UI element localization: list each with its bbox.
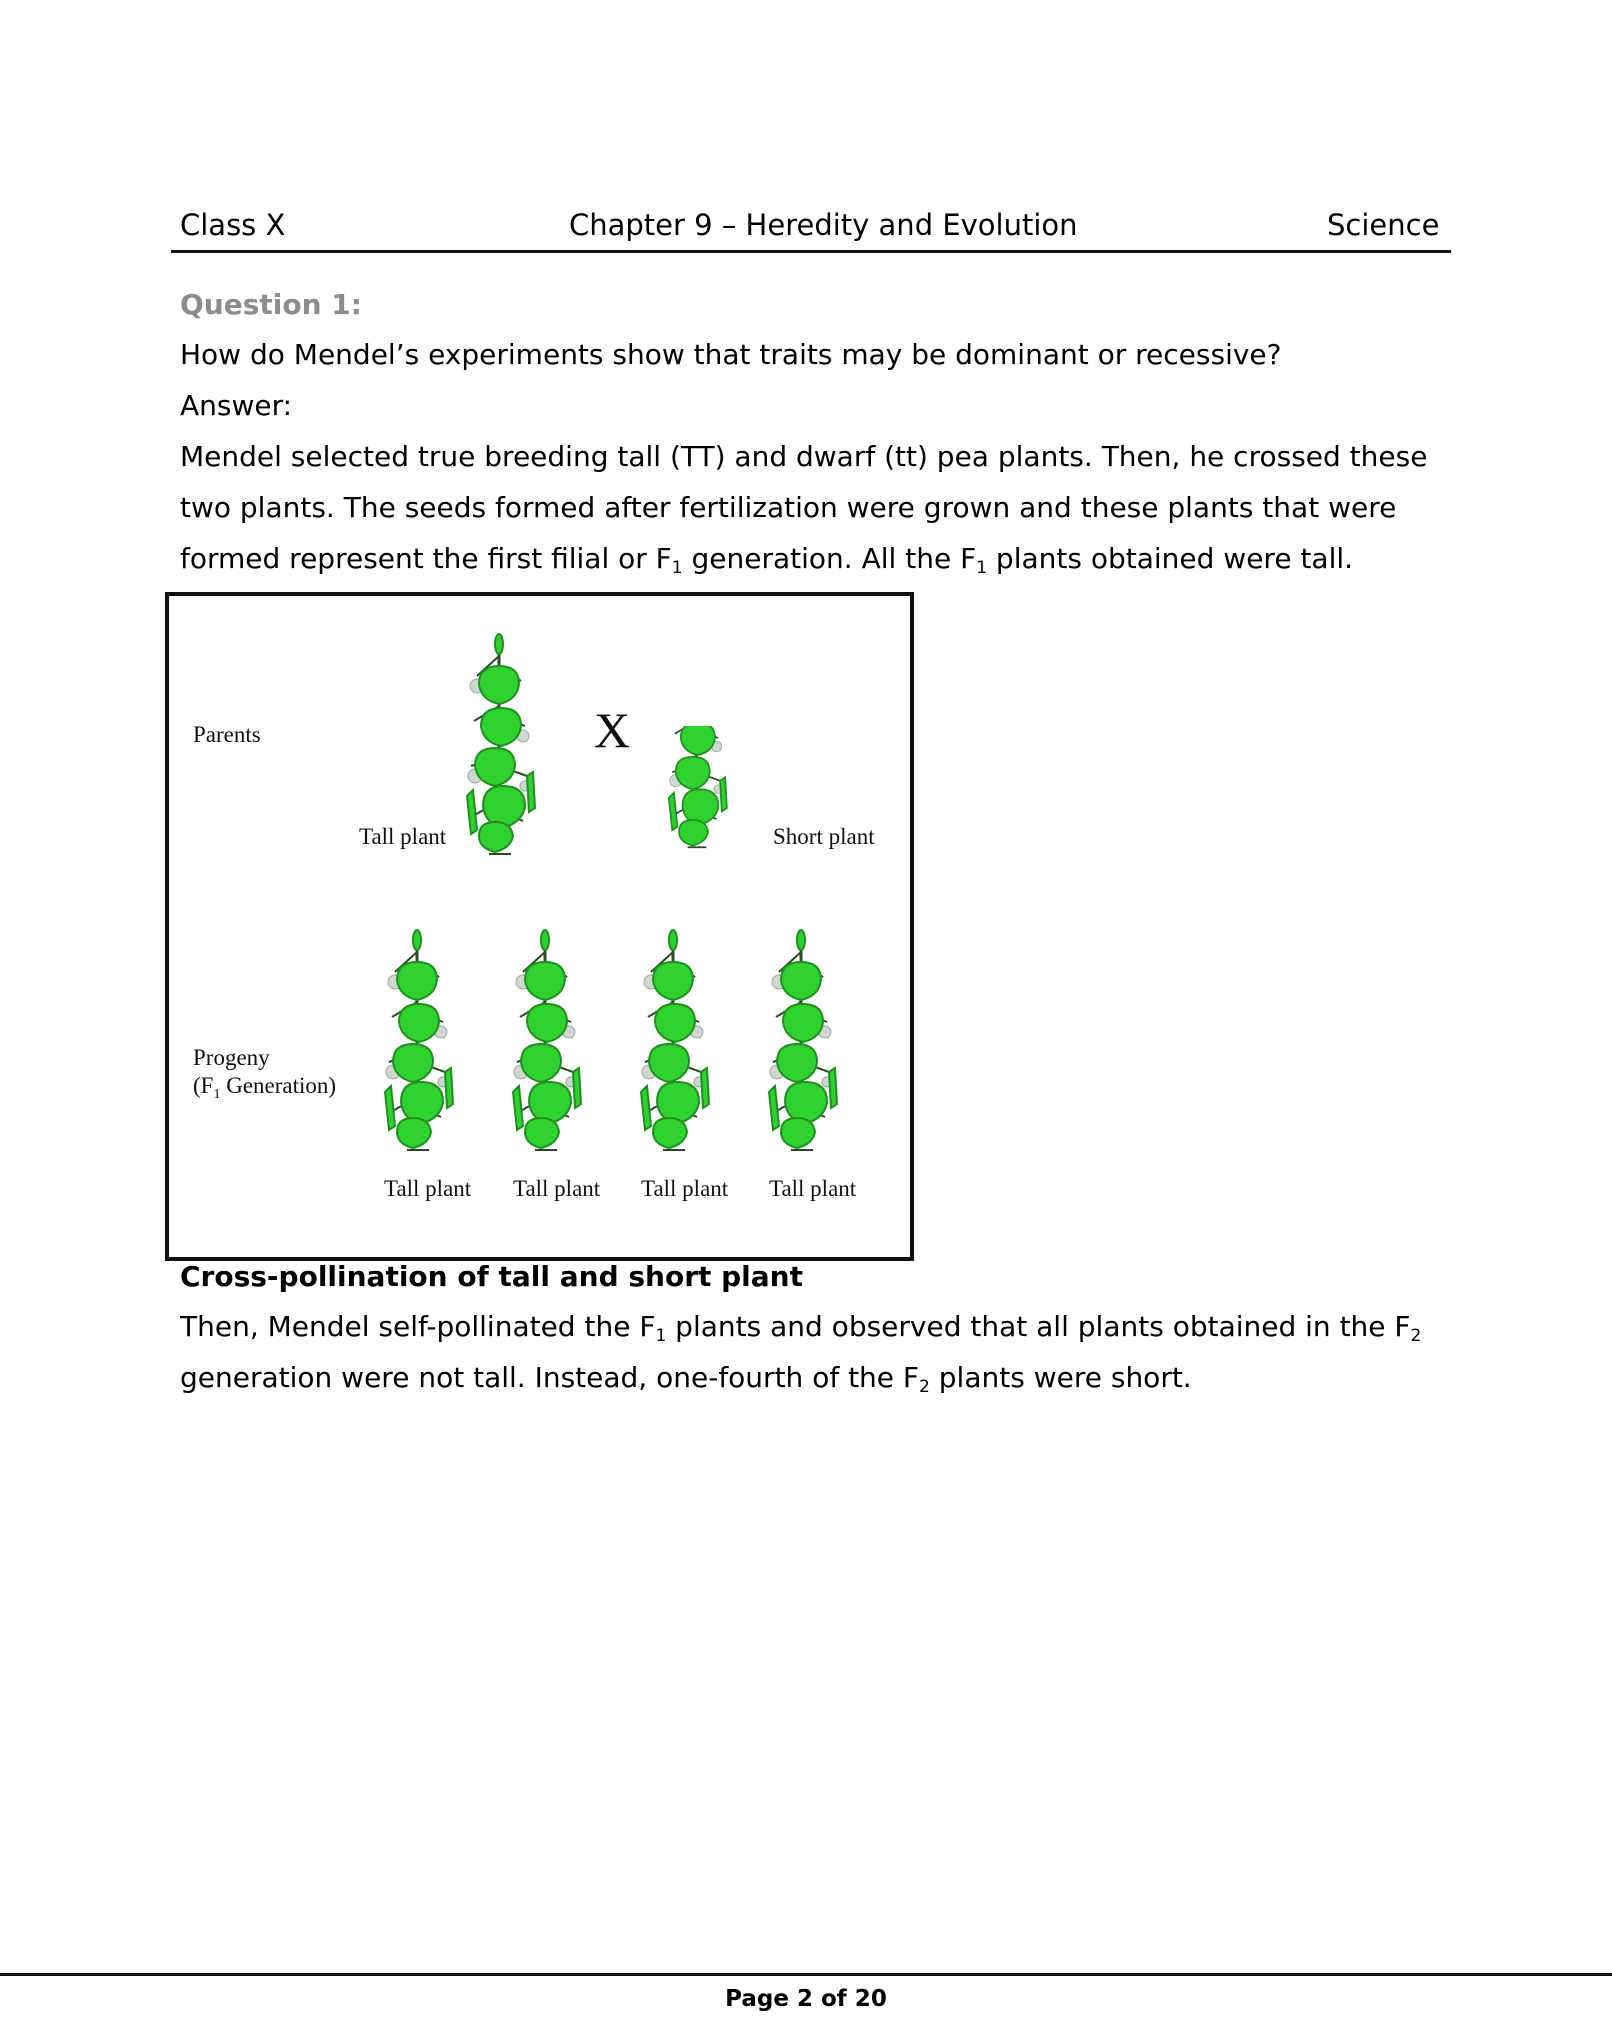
tall-parent-label: Tall plant (359, 824, 447, 849)
answer-line-3: formed represent the first filial or $F_1$ generation. All the $F_1$ plants obtained were tall. (180, 542, 1354, 578)
progeny-plant-image (377, 922, 467, 1157)
cross-symbol: X (594, 702, 631, 758)
paragraph-2-line-1: Then, Mendel self-pollinated the $F_1$ plants and observed that all plants obtained in the $F_2$ (180, 1310, 1422, 1346)
progeny-plant-label: Tall plant (384, 1176, 472, 1201)
question-label: Question 1: (180, 288, 362, 321)
short-parent-plant-image (662, 726, 732, 861)
figure-caption: Cross-pollination of tall and short plant (180, 1260, 803, 1293)
parents-label: Parents (193, 722, 261, 747)
progeny-label: Progeny ($F_1$ Generation) (193, 1045, 337, 1102)
paragraph-2-line-2: generation were not tall. Instead, one-fourth of the $F_2$ plants were short. (180, 1361, 1192, 1397)
cross-pollination-figure (165, 592, 914, 1261)
progeny-plant-label: Tall plant (769, 1176, 857, 1201)
progeny-plant-image (761, 922, 851, 1157)
progeny-plant-image (505, 922, 595, 1157)
progeny-plant-label: Tall plant (513, 1176, 601, 1201)
header-chapter: Chapter 9 – Heredity and Evolution (569, 208, 1078, 242)
progeny-plant-image (633, 922, 723, 1157)
answer-line-1: Mendel selected true breeding tall (TT) and dwarf (tt) pea plants. Then, he crossed these (180, 440, 1428, 473)
short-parent-label: Short plant (773, 824, 875, 849)
header-class: Class X (180, 208, 286, 242)
header-divider (171, 250, 1451, 253)
header-subject: Science (1327, 208, 1440, 242)
progeny-plant-label: Tall plant (641, 1176, 729, 1201)
footer-divider (0, 1973, 1612, 1976)
question-text: How do Mendel’s experiments show that traits may be dominant or recessive? (180, 338, 1282, 371)
answer-label: Answer: (180, 389, 293, 422)
tall-parent-plant-image (459, 626, 549, 861)
page-number: Page 2 of 20 (725, 1986, 887, 2012)
answer-line-2: two plants. The seeds formed after fertilization were grown and these plants that were (180, 491, 1397, 524)
